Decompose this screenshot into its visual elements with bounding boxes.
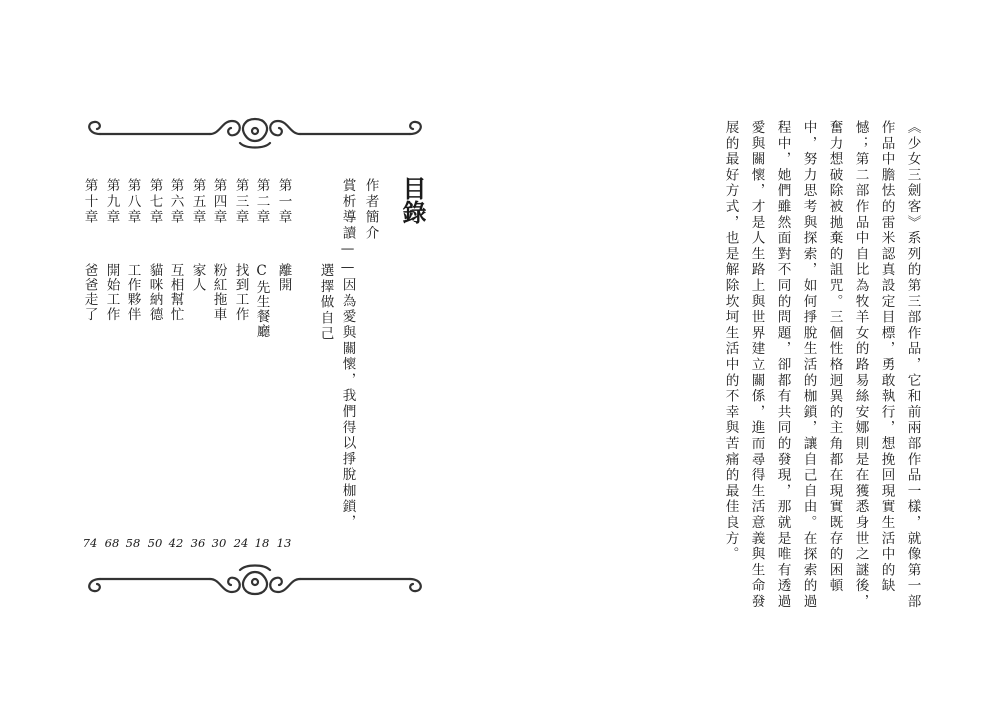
chapter-6-label[interactable]: 第六章	[167, 178, 184, 226]
chapter-7-title[interactable]: 貓咪納德	[146, 263, 163, 322]
intro-line-4: 奮力想破除被拋棄的詛咒。三個性格迥異的主角都在現實既存的困頓	[826, 120, 843, 594]
intro-line-1: 《少女三劍客》系列的第三部作品，它和前兩部作品一樣，就像第一部	[904, 120, 921, 610]
intro-line-5: 中，努力思考與探索，如何掙脫生活的枷鎖，讓自己自由。在探索的過	[800, 120, 817, 610]
chapter-5-title[interactable]: 家人	[189, 263, 206, 293]
chapter-3-page-number: 24	[233, 536, 249, 550]
toc-guide-line-2: 選擇做自己	[317, 263, 334, 342]
chapter-5-label[interactable]: 第五章	[189, 178, 206, 226]
intro-line-3: 憾；第二部作品中自比為牧羊女的路易絲安娜則是在獲悉身世之謎後，	[852, 120, 869, 610]
chapter-5-page-number: 36	[190, 536, 206, 550]
chapter-8-label[interactable]: 第八章	[124, 178, 141, 226]
chapter-8-page-number: 58	[125, 536, 141, 550]
chapter-9-page-number: 68	[104, 536, 120, 550]
intro-line-8: 展的最好方式，也是解除坎坷生活中的不幸與苦痛的最佳良方。	[722, 120, 739, 563]
chapter-10-label[interactable]: 第十章	[81, 178, 98, 226]
chapter-1-title[interactable]: 離開	[275, 263, 292, 293]
chapter-10-page-number: 74	[82, 536, 98, 550]
intro-line-2: 作品中膽怯的雷米認真設定目標，勇敢執行，想挽回現實生活中的缺	[878, 120, 895, 594]
chapter-3-title[interactable]: 找到工作	[232, 263, 249, 322]
chapter-7-label[interactable]: 第七章	[146, 178, 163, 226]
chapter-4-page-number: 30	[211, 536, 227, 550]
intro-page	[500, 0, 1000, 710]
ornament-divider-top	[80, 113, 430, 155]
intro-line-6: 程中，她們雖然面對不同的問題，卻都有共同的發現，那就是唯有透過	[774, 120, 791, 610]
chapter-2-label[interactable]: 第二章	[253, 178, 270, 226]
chapter-6-title[interactable]: 互相幫忙	[167, 263, 184, 322]
chapter-4-label[interactable]: 第四章	[210, 178, 227, 226]
chapter-10-title[interactable]: 爸爸走了	[81, 263, 98, 322]
chapter-9-label[interactable]: 第九章	[103, 178, 120, 226]
toc-title: 目錄	[398, 176, 426, 224]
chapter-8-title[interactable]: 工作夥伴	[124, 263, 141, 322]
chapter-1-label[interactable]: 第一章	[275, 178, 292, 226]
chapter-6-page-number: 42	[168, 536, 184, 550]
chapter-7-page-number: 50	[147, 536, 163, 550]
chapter-1-page-number: 13	[276, 536, 292, 550]
chapter-4-title[interactable]: 粉紅拖車	[210, 263, 227, 322]
intro-line-7: 愛與關懷，才是人生路上與世界建立關係，進而尋得生活意義與生命發	[748, 120, 765, 610]
ornament-divider-bottom	[80, 558, 430, 600]
chapter-2-page-number: 18	[254, 536, 270, 550]
toc-author-intro[interactable]: 作者簡介	[362, 178, 379, 242]
chapter-9-title[interactable]: 開始工作	[103, 263, 120, 322]
chapter-2-title[interactable]: C先生餐廳	[253, 263, 270, 339]
chapter-3-label[interactable]: 第三章	[232, 178, 249, 226]
toc-guide-line-1[interactable]: 賞析導讀——因為愛與關懷，我們得以掙脫枷鎖，	[339, 178, 356, 531]
